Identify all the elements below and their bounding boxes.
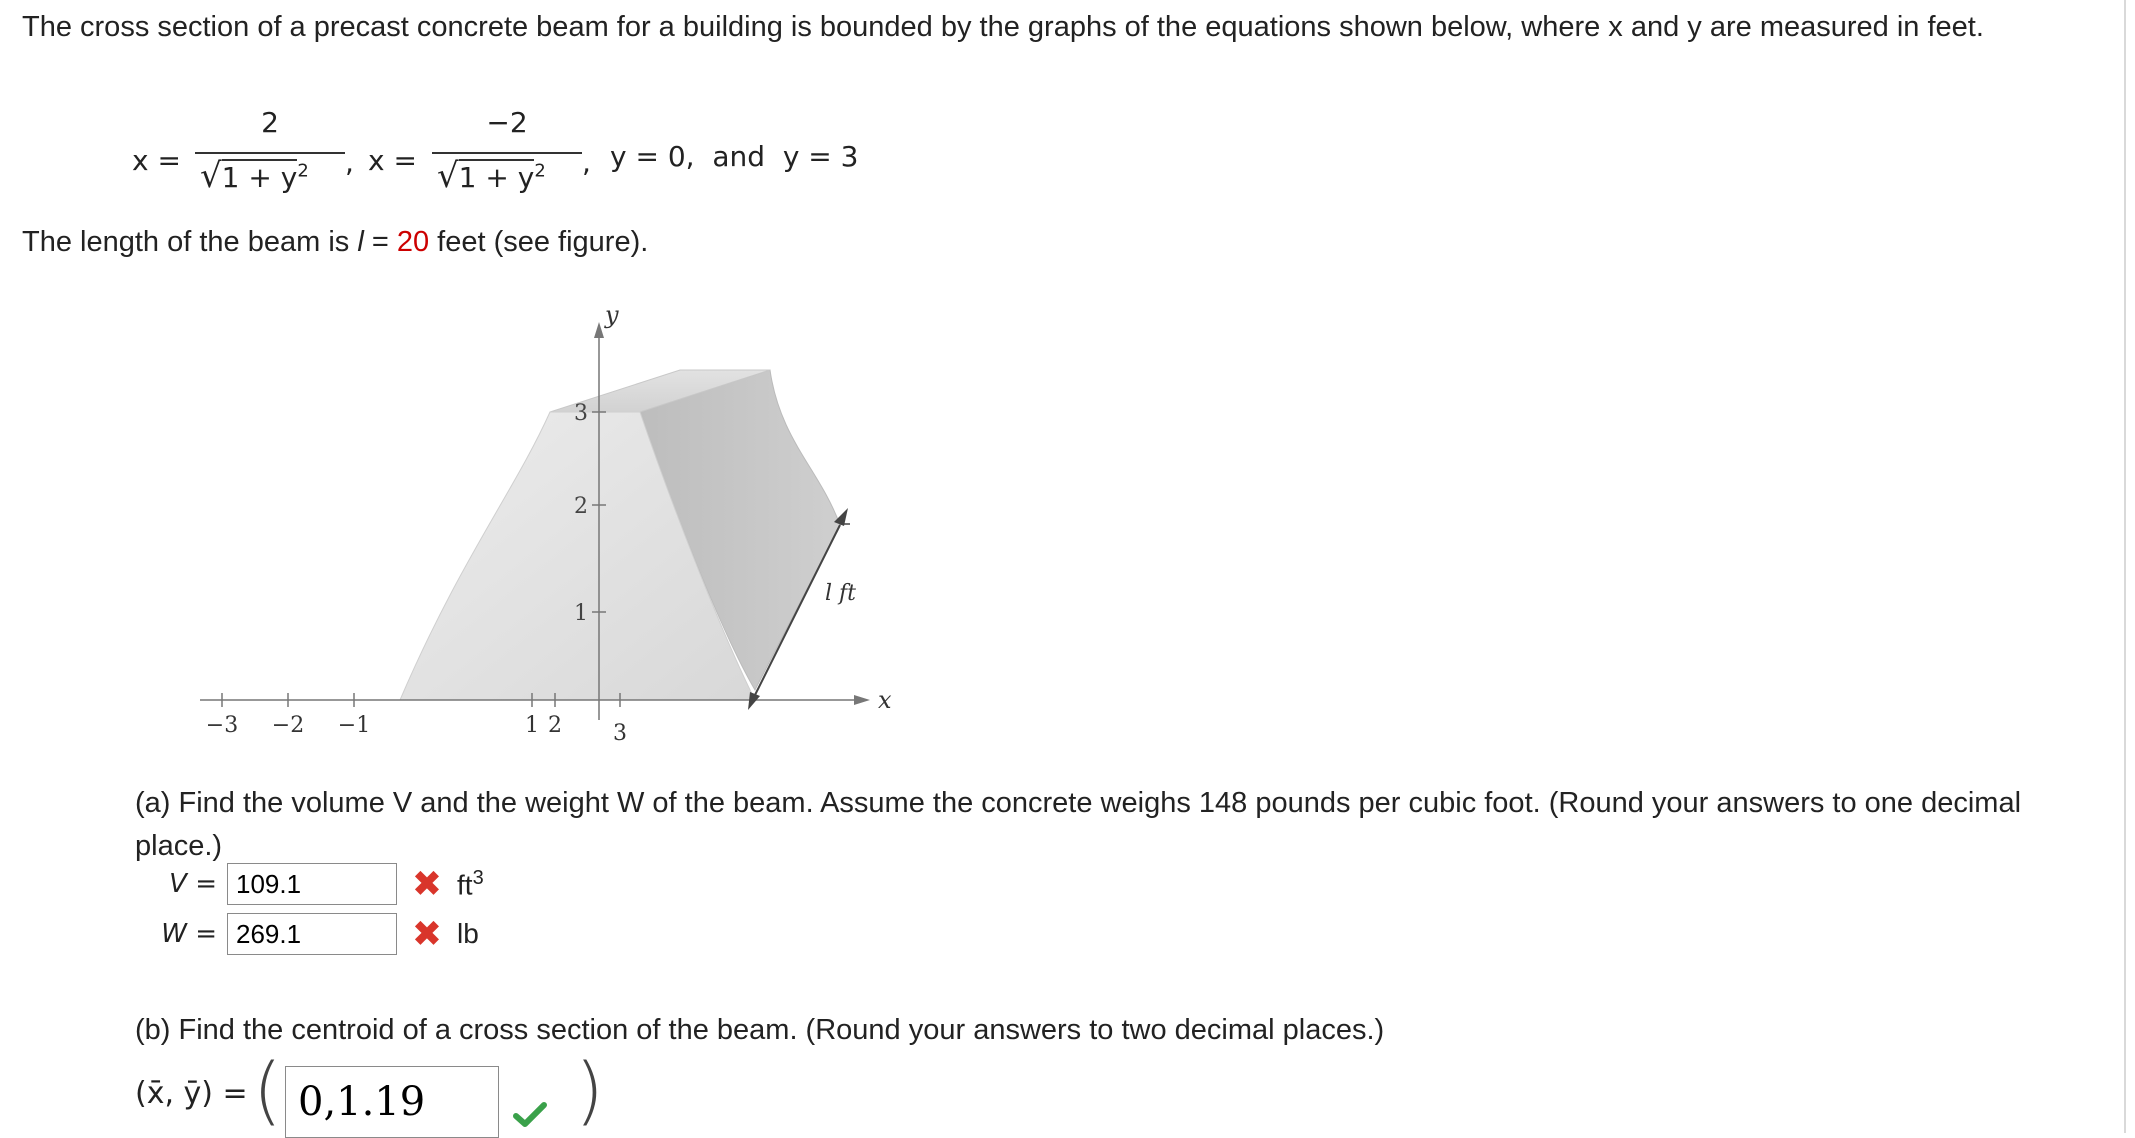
x-axis-label: x (878, 686, 892, 714)
x-tick-label-1: 1 (525, 713, 539, 738)
centroid-open-paren: ( (253, 1048, 282, 1134)
equations-row (0, 106, 1000, 202)
part-b-prompt: (b) Find the centroid of a cross section of the beam. (Round your answers to two decimal places.) (135, 1014, 1385, 1046)
length-arrow-head-bottom (748, 692, 760, 710)
eq-tail: y = 0, and y = 3 (610, 140, 859, 173)
volume-unit: $ft^3$ (457, 866, 484, 901)
y-tick-label-2: 2 (574, 494, 588, 519)
volume-label: V = (169, 869, 217, 899)
eq2-lhs: x = (368, 144, 417, 177)
eq1-numerator: 2 (261, 106, 279, 139)
eq1-fraction-bar (195, 152, 345, 154)
x-tick-label-neg1: −1 (337, 713, 371, 738)
incorrect-icon: ✖ (411, 863, 443, 904)
eq2-numerator: −2 (486, 106, 528, 139)
volume-answer-row (135, 862, 484, 906)
problem-intro: The cross section of a precast concrete beam for a building is bounded by the graphs of the equations shown below, where x and y are measured in feet. (22, 11, 1984, 43)
weight-label: W = (161, 919, 217, 949)
eq2-denominator: $√1 + y^2$ (437, 156, 546, 196)
x-axis-arrow (854, 695, 870, 705)
y-tick-label-1: 1 (574, 601, 588, 626)
eq2-separator: , (582, 146, 591, 179)
volume-input[interactable] (227, 863, 397, 905)
y-tick-label-3: 3 (574, 401, 588, 426)
weight-input[interactable] (227, 913, 397, 955)
eq1-lhs: x = (132, 144, 181, 177)
eq1-separator: , (345, 146, 354, 179)
x-tick-label-2: 2 (548, 713, 562, 738)
correct-check-icon (513, 1102, 547, 1128)
beam-length-text: The length of the beam is l = 20 feet (see figure). (22, 226, 649, 258)
weight-unit: lb (457, 918, 479, 949)
eq1-denominator: $√1 + y^2$ (200, 156, 309, 196)
centroid-label: (x̄, ȳ) = (135, 1076, 248, 1111)
centroid-close-paren: ) (575, 1048, 604, 1134)
beam-length-value: 20 (396, 226, 430, 258)
eq2-fraction-bar (432, 152, 582, 154)
x-tick-label-3: 3 (613, 721, 627, 746)
beam-figure (205, 300, 970, 750)
page-edge (2124, 0, 2126, 1133)
weight-answer-row (135, 912, 479, 956)
x-tick-label-neg3: −3 (205, 713, 239, 738)
centroid-input[interactable] (285, 1066, 499, 1138)
y-axis-label: y (605, 301, 619, 329)
length-label: l ft (825, 581, 857, 606)
y-axis-arrow (594, 322, 604, 338)
incorrect-icon: ✖ (411, 913, 443, 954)
part-a-prompt: (a) Find the volume V and the weight W of the beam. Assume the concrete weighs 148 pounds per cubic foot. (Round your answers to one decimal place.) (135, 787, 2022, 862)
centroid-answer-row (135, 1048, 735, 1138)
x-tick-label-neg2: −2 (271, 713, 305, 738)
